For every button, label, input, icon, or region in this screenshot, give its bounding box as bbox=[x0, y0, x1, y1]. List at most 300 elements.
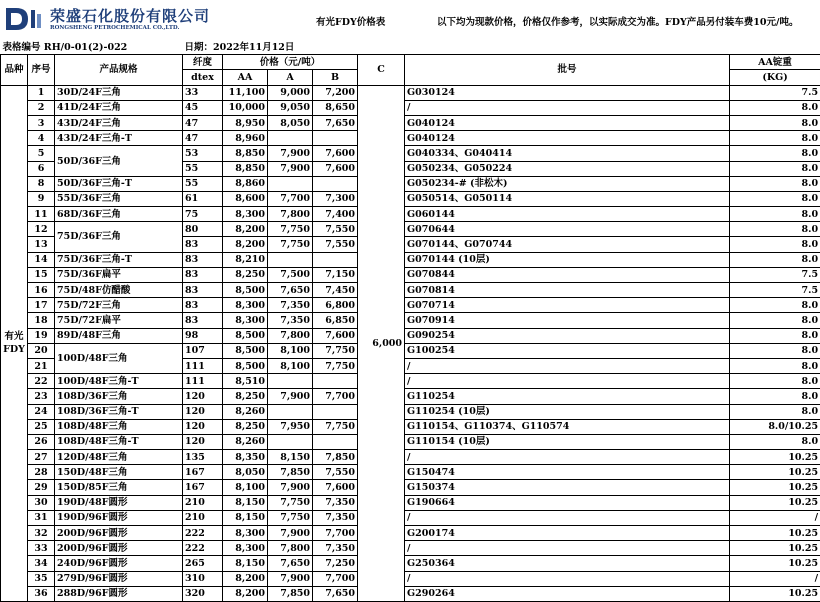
price-aa-cell: 8,250 bbox=[223, 419, 268, 434]
price-a-cell: 7,500 bbox=[268, 267, 313, 282]
table-row bbox=[1, 131, 820, 146]
weight-cell: 8.0 bbox=[730, 298, 820, 313]
weight-cell: 8.0/10.25 bbox=[730, 419, 820, 434]
dtex-cell: 80 bbox=[183, 222, 223, 237]
table-row bbox=[1, 283, 820, 298]
seq-cell: 30 bbox=[28, 495, 55, 510]
seq-cell: 18 bbox=[28, 313, 55, 328]
seq-cell: 26 bbox=[28, 434, 55, 449]
batch-cell: G050514、G050114 bbox=[405, 191, 730, 206]
seq-cell: 34 bbox=[28, 556, 55, 571]
dtex-cell: 83 bbox=[183, 267, 223, 282]
price-a-cell: 8,150 bbox=[268, 450, 313, 465]
seq-cell: 33 bbox=[28, 541, 55, 556]
price-b-cell bbox=[313, 176, 358, 191]
price-aa-cell: 8,850 bbox=[223, 146, 268, 161]
spec-cell: 43D/24F三角-T bbox=[55, 131, 183, 146]
price-aa-cell: 8,300 bbox=[223, 526, 268, 541]
dtex-cell: 83 bbox=[183, 252, 223, 267]
dtex-cell: 83 bbox=[183, 298, 223, 313]
dtex-cell: 210 bbox=[183, 510, 223, 525]
price-c-cell: 6,000 bbox=[358, 85, 405, 601]
table-row bbox=[1, 571, 820, 586]
dtex-cell: 120 bbox=[183, 434, 223, 449]
price-b-cell: 7,650 bbox=[313, 115, 358, 130]
price-b-cell: 7,450 bbox=[313, 283, 358, 298]
spec-cell: 100D/48F三角 bbox=[55, 343, 183, 373]
weight-cell: 8.0 bbox=[730, 191, 820, 206]
batch-cell: / bbox=[405, 571, 730, 586]
spec-cell: 75D/48F仿醋酸 bbox=[55, 283, 183, 298]
spec-cell: 190D/48F圆形 bbox=[55, 495, 183, 510]
price-aa-cell: 8,260 bbox=[223, 434, 268, 449]
spec-cell: 75D/36F三角 bbox=[55, 222, 183, 252]
batch-cell: G070914 bbox=[405, 313, 730, 328]
dtex-cell: 265 bbox=[183, 556, 223, 571]
batch-cell: G070844 bbox=[405, 267, 730, 282]
batch-cell: / bbox=[405, 510, 730, 525]
table-row bbox=[1, 374, 820, 389]
price-aa-cell: 8,300 bbox=[223, 298, 268, 313]
price-aa-cell: 8,200 bbox=[223, 222, 268, 237]
price-a-cell: 9,050 bbox=[268, 100, 313, 115]
spec-cell: 75D/72F三角 bbox=[55, 298, 183, 313]
price-aa-cell: 8,500 bbox=[223, 283, 268, 298]
spec-cell: 100D/48F三角-T bbox=[55, 374, 183, 389]
spec-cell: 108D/36F三角-T bbox=[55, 404, 183, 419]
price-aa-cell: 8,260 bbox=[223, 404, 268, 419]
price-b-cell: 7,650 bbox=[313, 586, 358, 601]
price-b-cell bbox=[313, 252, 358, 267]
table-row bbox=[1, 313, 820, 328]
weight-cell: 8.0 bbox=[730, 343, 820, 358]
price-a-cell bbox=[268, 131, 313, 146]
dtex-cell: 222 bbox=[183, 526, 223, 541]
price-aa-cell: 8,950 bbox=[223, 115, 268, 130]
batch-cell: G070144、G070744 bbox=[405, 237, 730, 252]
batch-cell: G090254 bbox=[405, 328, 730, 343]
price-aa-cell: 8,500 bbox=[223, 328, 268, 343]
batch-cell: / bbox=[405, 358, 730, 373]
table-row bbox=[1, 404, 820, 419]
spec-cell: 279D/96F圆形 bbox=[55, 571, 183, 586]
price-b-cell: 7,700 bbox=[313, 389, 358, 404]
weight-cell: 8.0 bbox=[730, 222, 820, 237]
dtex-cell: 120 bbox=[183, 419, 223, 434]
table-row bbox=[1, 389, 820, 404]
price-b-cell bbox=[313, 434, 358, 449]
spec-cell: 41D/24F三角 bbox=[55, 100, 183, 115]
price-aa-cell: 8,250 bbox=[223, 267, 268, 282]
document-title: 有光FDY价格表 bbox=[316, 14, 385, 28]
price-b-cell: 7,700 bbox=[313, 526, 358, 541]
page-header bbox=[0, 0, 820, 40]
dtex-cell: 55 bbox=[183, 161, 223, 176]
price-b-cell: 7,600 bbox=[313, 146, 358, 161]
price-aa-cell: 10,000 bbox=[223, 100, 268, 115]
price-aa-cell: 8,500 bbox=[223, 343, 268, 358]
batch-cell: / bbox=[405, 541, 730, 556]
price-aa-cell: 8,100 bbox=[223, 480, 268, 495]
price-b-cell bbox=[313, 374, 358, 389]
seq-cell: 15 bbox=[28, 267, 55, 282]
spec-cell: 120D/48F三角 bbox=[55, 450, 183, 465]
weight-cell: 8.0 bbox=[730, 374, 820, 389]
price-aa-cell: 8,210 bbox=[223, 252, 268, 267]
table-row bbox=[1, 526, 820, 541]
price-b-cell: 7,600 bbox=[313, 161, 358, 176]
table-row bbox=[1, 556, 820, 571]
batch-cell: G040334、G040414 bbox=[405, 146, 730, 161]
spec-cell: 75D/72F扁平 bbox=[55, 313, 183, 328]
weight-cell: 8.0 bbox=[730, 252, 820, 267]
spec-cell: 150D/85F三角 bbox=[55, 480, 183, 495]
spec-cell: 200D/96F圆形 bbox=[55, 541, 183, 556]
seq-cell: 9 bbox=[28, 191, 55, 206]
weight-cell: 8.0 bbox=[730, 389, 820, 404]
batch-cell: G040124 bbox=[405, 131, 730, 146]
seq-cell: 8 bbox=[28, 176, 55, 191]
price-aa-cell: 8,300 bbox=[223, 207, 268, 222]
seq-cell: 2 bbox=[28, 100, 55, 115]
form-number: 表格编号 RH/0-01(2)-022 bbox=[1, 40, 183, 55]
weight-cell: 10.25 bbox=[730, 586, 820, 601]
price-a-cell: 8,100 bbox=[268, 343, 313, 358]
weight-cell: 8.0 bbox=[730, 313, 820, 328]
batch-cell: G060144 bbox=[405, 207, 730, 222]
batch-cell: G250364 bbox=[405, 556, 730, 571]
weight-cell: / bbox=[730, 510, 820, 525]
price-aa-cell: 11,100 bbox=[223, 85, 268, 100]
price-b-cell: 7,200 bbox=[313, 85, 358, 100]
seq-cell: 17 bbox=[28, 298, 55, 313]
dtex-cell: 83 bbox=[183, 237, 223, 252]
table-row bbox=[1, 419, 820, 434]
spec-cell: 108D/48F三角-T bbox=[55, 434, 183, 449]
dtex-cell: 83 bbox=[183, 313, 223, 328]
price-a-cell: 7,750 bbox=[268, 222, 313, 237]
seq-cell: 24 bbox=[28, 404, 55, 419]
price-aa-cell: 8,300 bbox=[223, 313, 268, 328]
seq-cell: 22 bbox=[28, 374, 55, 389]
table-row bbox=[1, 434, 820, 449]
batch-cell: G200174 bbox=[405, 526, 730, 541]
weight-cell: 10.25 bbox=[730, 541, 820, 556]
seq-cell: 28 bbox=[28, 465, 55, 480]
spec-cell: 55D/36F三角 bbox=[55, 191, 183, 206]
weight-cell: 10.25 bbox=[730, 526, 820, 541]
price-a-cell: 7,900 bbox=[268, 526, 313, 541]
seq-cell: 21 bbox=[28, 358, 55, 373]
price-a-cell: 7,900 bbox=[268, 161, 313, 176]
seq-cell: 36 bbox=[28, 586, 55, 601]
dtex-cell: 135 bbox=[183, 450, 223, 465]
seq-cell: 25 bbox=[28, 419, 55, 434]
weight-cell: 7.5 bbox=[730, 267, 820, 282]
seq-cell: 3 bbox=[28, 115, 55, 130]
price-a-cell: 7,950 bbox=[268, 419, 313, 434]
price-a-cell: 7,350 bbox=[268, 313, 313, 328]
price-a-cell bbox=[268, 252, 313, 267]
table-row bbox=[1, 191, 820, 206]
seq-cell: 32 bbox=[28, 526, 55, 541]
price-b-cell: 7,400 bbox=[313, 207, 358, 222]
price-b-cell: 7,150 bbox=[313, 267, 358, 282]
seq-cell: 11 bbox=[28, 207, 55, 222]
dtex-cell: 167 bbox=[183, 480, 223, 495]
price-a-cell: 7,850 bbox=[268, 465, 313, 480]
weight-cell: 8.0 bbox=[730, 100, 820, 115]
price-aa-cell: 8,350 bbox=[223, 450, 268, 465]
price-notice: 以下均为现款价格，价格仅作参考，以实际成交为准。FDY产品另付装车费10元/吨。 bbox=[437, 14, 798, 28]
batch-cell: G110254 bbox=[405, 389, 730, 404]
dtex-cell: 210 bbox=[183, 495, 223, 510]
price-a-cell: 7,700 bbox=[268, 191, 313, 206]
batch-cell: G100254 bbox=[405, 343, 730, 358]
dtex-cell: 45 bbox=[183, 100, 223, 115]
price-aa-cell: 8,200 bbox=[223, 237, 268, 252]
price-b-cell: 7,550 bbox=[313, 465, 358, 480]
header-weight-top: AA锭重 bbox=[730, 55, 820, 70]
table-row bbox=[1, 298, 820, 313]
price-a-cell: 7,350 bbox=[268, 298, 313, 313]
dtex-cell: 310 bbox=[183, 571, 223, 586]
seq-cell: 5 bbox=[28, 146, 55, 161]
spec-cell: 43D/24F三角 bbox=[55, 115, 183, 130]
seq-cell: 13 bbox=[28, 237, 55, 252]
weight-cell: 8.0 bbox=[730, 434, 820, 449]
header-dtex-top: 纤度 bbox=[183, 55, 223, 70]
spec-cell: 75D/36F扁平 bbox=[55, 267, 183, 282]
batch-cell: G030124 bbox=[405, 85, 730, 100]
batch-cell: G150374 bbox=[405, 480, 730, 495]
seq-cell: 4 bbox=[28, 131, 55, 146]
table-row bbox=[1, 328, 820, 343]
batch-cell: G190664 bbox=[405, 495, 730, 510]
dtex-cell: 47 bbox=[183, 131, 223, 146]
weight-cell: 8.0 bbox=[730, 207, 820, 222]
price-aa-cell: 8,150 bbox=[223, 495, 268, 510]
price-aa-cell: 8,200 bbox=[223, 586, 268, 601]
price-b-cell bbox=[313, 131, 358, 146]
weight-cell: 10.25 bbox=[730, 495, 820, 510]
price-a-cell: 7,900 bbox=[268, 146, 313, 161]
seq-cell: 35 bbox=[28, 571, 55, 586]
price-a-cell: 7,900 bbox=[268, 480, 313, 495]
dtex-cell: 98 bbox=[183, 328, 223, 343]
seq-cell: 31 bbox=[28, 510, 55, 525]
weight-cell: 10.25 bbox=[730, 465, 820, 480]
price-b-cell: 7,350 bbox=[313, 510, 358, 525]
price-b-cell: 6,850 bbox=[313, 313, 358, 328]
spec-cell: 50D/36F三角 bbox=[55, 146, 183, 176]
dtex-cell: 120 bbox=[183, 404, 223, 419]
header-aa: AA bbox=[223, 70, 268, 85]
price-a-cell: 7,850 bbox=[268, 586, 313, 601]
seq-cell: 16 bbox=[28, 283, 55, 298]
table-row bbox=[1, 146, 820, 161]
company-logo-icon bbox=[2, 6, 46, 32]
price-a-cell: 7,750 bbox=[268, 510, 313, 525]
batch-cell: G110154 (10层) bbox=[405, 434, 730, 449]
price-b-cell: 7,750 bbox=[313, 419, 358, 434]
dtex-cell: 75 bbox=[183, 207, 223, 222]
table-row bbox=[1, 586, 820, 601]
price-aa-cell: 8,850 bbox=[223, 161, 268, 176]
header-spec: 产品规格 bbox=[55, 55, 183, 85]
price-b-cell: 7,600 bbox=[313, 328, 358, 343]
price-a-cell: 7,900 bbox=[268, 571, 313, 586]
price-aa-cell: 8,600 bbox=[223, 191, 268, 206]
dtex-cell: 55 bbox=[183, 176, 223, 191]
price-aa-cell: 8,200 bbox=[223, 571, 268, 586]
header-batch: 批号 bbox=[405, 55, 730, 85]
batch-cell: G050234-# (非松木) bbox=[405, 176, 730, 191]
batch-cell: / bbox=[405, 374, 730, 389]
table-row bbox=[1, 495, 820, 510]
price-b-cell: 7,600 bbox=[313, 480, 358, 495]
header-seq: 序号 bbox=[28, 55, 55, 85]
price-b-cell: 7,850 bbox=[313, 450, 358, 465]
batch-cell: / bbox=[405, 450, 730, 465]
price-aa-cell: 8,250 bbox=[223, 389, 268, 404]
table-row bbox=[1, 480, 820, 495]
price-a-cell bbox=[268, 374, 313, 389]
dtex-cell: 222 bbox=[183, 541, 223, 556]
price-a-cell: 8,050 bbox=[268, 115, 313, 130]
header-price-group: 价格（元/吨） bbox=[223, 55, 358, 70]
seq-cell: 27 bbox=[28, 450, 55, 465]
price-aa-cell: 8,510 bbox=[223, 374, 268, 389]
dtex-cell: 167 bbox=[183, 465, 223, 480]
batch-cell: G110154、G110374、G110574 bbox=[405, 419, 730, 434]
weight-cell: 10.25 bbox=[730, 450, 820, 465]
weight-cell: 8.0 bbox=[730, 328, 820, 343]
price-b-cell: 7,550 bbox=[313, 222, 358, 237]
dtex-cell: 33 bbox=[183, 85, 223, 100]
table-row bbox=[1, 541, 820, 556]
price-a-cell bbox=[268, 434, 313, 449]
table-row bbox=[1, 176, 820, 191]
seq-cell: 19 bbox=[28, 328, 55, 343]
spec-cell: 190D/96F圆形 bbox=[55, 510, 183, 525]
dtex-cell: 83 bbox=[183, 283, 223, 298]
table-row bbox=[1, 450, 820, 465]
spec-cell: 240D/96F圆形 bbox=[55, 556, 183, 571]
company-name: 荣盛石化股份有限公司 bbox=[50, 5, 210, 26]
batch-cell: G290264 bbox=[405, 586, 730, 601]
batch-cell: G040124 bbox=[405, 115, 730, 130]
header-c: C bbox=[358, 55, 405, 85]
spec-cell: 68D/36F三角 bbox=[55, 207, 183, 222]
table-row bbox=[1, 465, 820, 480]
price-table bbox=[0, 40, 820, 602]
category-cell: 有光FDY bbox=[1, 85, 28, 601]
table-row bbox=[1, 85, 820, 100]
weight-cell: 8.0 bbox=[730, 237, 820, 252]
dtex-cell: 53 bbox=[183, 146, 223, 161]
price-aa-cell: 8,150 bbox=[223, 510, 268, 525]
spec-cell: 89D/48F三角 bbox=[55, 328, 183, 343]
price-aa-cell: 8,860 bbox=[223, 176, 268, 191]
price-b-cell: 7,250 bbox=[313, 556, 358, 571]
price-b-cell bbox=[313, 404, 358, 419]
price-b-cell: 8,650 bbox=[313, 100, 358, 115]
weight-cell: 8.0 bbox=[730, 131, 820, 146]
dtex-cell: 61 bbox=[183, 191, 223, 206]
batch-cell: G050234、G050224 bbox=[405, 161, 730, 176]
seq-cell: 20 bbox=[28, 343, 55, 358]
price-b-cell: 7,300 bbox=[313, 191, 358, 206]
weight-cell: 8.0 bbox=[730, 115, 820, 130]
batch-cell: G070144 (10层) bbox=[405, 252, 730, 267]
batch-cell: G070714 bbox=[405, 298, 730, 313]
batch-cell: G150474 bbox=[405, 465, 730, 480]
price-aa-cell: 8,300 bbox=[223, 541, 268, 556]
header-a: A bbox=[268, 70, 313, 85]
price-b-cell: 7,750 bbox=[313, 358, 358, 373]
price-a-cell: 7,900 bbox=[268, 389, 313, 404]
price-aa-cell: 8,500 bbox=[223, 358, 268, 373]
weight-cell: 7.5 bbox=[730, 85, 820, 100]
price-a-cell: 7,750 bbox=[268, 237, 313, 252]
header-category: 品种 bbox=[1, 55, 28, 85]
spec-cell: 108D/48F三角 bbox=[55, 419, 183, 434]
table-row bbox=[1, 252, 820, 267]
batch-cell: G070644 bbox=[405, 222, 730, 237]
dtex-cell: 120 bbox=[183, 389, 223, 404]
spec-cell: 108D/36F三角 bbox=[55, 389, 183, 404]
table-row bbox=[1, 222, 820, 237]
dtex-cell: 47 bbox=[183, 115, 223, 130]
weight-cell: / bbox=[730, 571, 820, 586]
table-row bbox=[1, 510, 820, 525]
price-a-cell bbox=[268, 176, 313, 191]
batch-cell: G070814 bbox=[405, 283, 730, 298]
price-a-cell: 7,750 bbox=[268, 495, 313, 510]
dtex-cell: 111 bbox=[183, 374, 223, 389]
weight-cell: 8.0 bbox=[730, 358, 820, 373]
seq-cell: 6 bbox=[28, 161, 55, 176]
company-name-en: RONGSHENG PETROCHEMICAL CO.,LTD. bbox=[50, 25, 179, 31]
price-a-cell: 7,650 bbox=[268, 283, 313, 298]
table-row bbox=[1, 115, 820, 130]
price-b-cell: 7,700 bbox=[313, 571, 358, 586]
seq-cell: 14 bbox=[28, 252, 55, 267]
weight-cell: 10.25 bbox=[730, 480, 820, 495]
table-row bbox=[1, 343, 820, 358]
price-a-cell: 7,800 bbox=[268, 328, 313, 343]
price-a-cell: 7,800 bbox=[268, 541, 313, 556]
batch-cell: / bbox=[405, 100, 730, 115]
weight-cell: 8.0 bbox=[730, 404, 820, 419]
price-a-cell: 7,650 bbox=[268, 556, 313, 571]
price-b-cell: 7,550 bbox=[313, 237, 358, 252]
weight-cell: 8.0 bbox=[730, 146, 820, 161]
header-weight-bottom: (KG) bbox=[730, 70, 820, 85]
price-a-cell: 9,000 bbox=[268, 85, 313, 100]
spec-cell: 200D/96F圆形 bbox=[55, 526, 183, 541]
seq-cell: 1 bbox=[28, 85, 55, 100]
seq-cell: 29 bbox=[28, 480, 55, 495]
spec-cell: 50D/36F三角-T bbox=[55, 176, 183, 191]
dtex-cell: 320 bbox=[183, 586, 223, 601]
table-row bbox=[1, 267, 820, 282]
price-a-cell bbox=[268, 404, 313, 419]
price-b-cell: 7,350 bbox=[313, 495, 358, 510]
seq-cell: 12 bbox=[28, 222, 55, 237]
price-a-cell: 8,100 bbox=[268, 358, 313, 373]
